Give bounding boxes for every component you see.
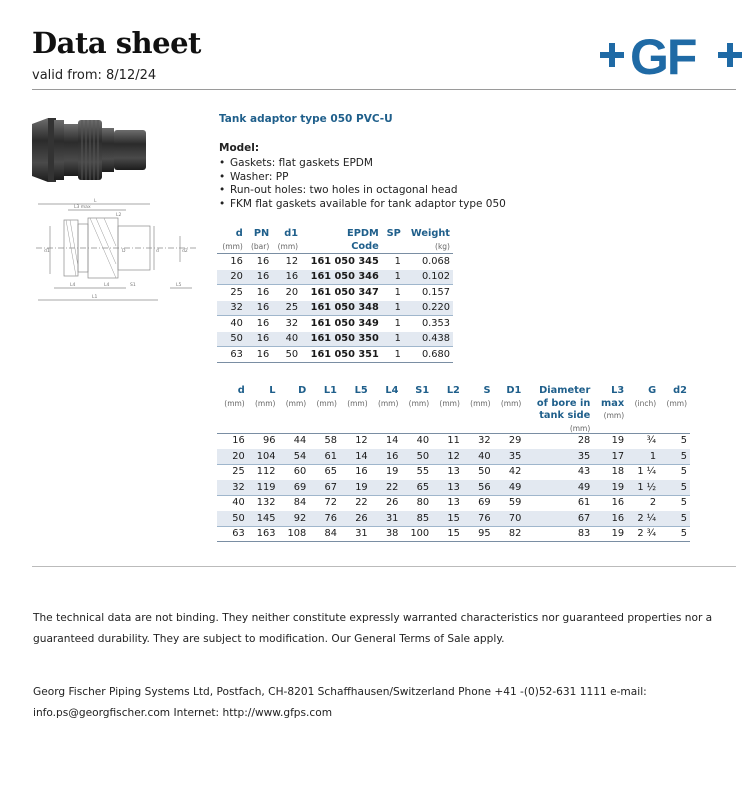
table-cell: 43: [524, 464, 593, 480]
svg-text:L4: L4: [70, 283, 76, 288]
table-cell: 2 ¼: [627, 511, 659, 527]
header-unit: (mm): [224, 398, 245, 408]
table-cell: 63: [217, 347, 246, 363]
table-row: [217, 331, 453, 347]
column-header: [278, 385, 309, 433]
header-unit: (mm): [569, 423, 591, 433]
table-cell: 1: [627, 449, 659, 465]
column-header: [248, 385, 279, 433]
table-cell: 31: [340, 526, 371, 542]
table-cell: 16: [217, 433, 248, 449]
table-cell: 5: [659, 464, 690, 480]
header-label: S1: [415, 385, 430, 396]
header-label: d1: [284, 228, 299, 239]
table-cell: 5: [659, 480, 690, 496]
table-cell: 22: [340, 495, 371, 511]
table-cell: 13: [432, 495, 463, 511]
table-cell: 0.157: [404, 285, 453, 301]
header-label: PN: [253, 228, 270, 239]
table-cell: 35: [494, 449, 525, 465]
table-cell: 70: [494, 511, 525, 527]
table-cell: 16: [593, 495, 627, 511]
table-row: [217, 495, 690, 511]
table-row: [217, 433, 690, 449]
header-unit: (mm): [255, 398, 276, 408]
header-label: L: [269, 385, 276, 396]
section-divider: [32, 566, 736, 567]
header-label: D1: [506, 385, 522, 396]
table-cell: 19: [593, 433, 627, 449]
svg-text:L2: L2: [116, 213, 122, 218]
table-cell: 20: [217, 449, 248, 465]
table-cell: 0.680: [404, 347, 453, 363]
table-cell: 72: [309, 495, 340, 511]
table-row: [217, 511, 690, 527]
table-cell: 0.220: [404, 300, 453, 316]
table-cell: 85: [401, 511, 432, 527]
table-cell: 54: [278, 449, 309, 465]
valid-date: valid from: 8/12/24: [32, 68, 157, 83]
table-cell: 19: [371, 464, 402, 480]
header-unit: (mm): [347, 398, 368, 408]
table-cell: 28: [524, 433, 593, 449]
table-cell: 1: [382, 316, 404, 332]
table-cell: 26: [371, 495, 402, 511]
header-label: L5: [354, 385, 368, 396]
table-cell: 50: [272, 347, 301, 363]
svg-text:L3 max: L3 max: [74, 205, 91, 210]
header-label: d2: [673, 385, 687, 396]
table-cell: 16: [246, 316, 272, 332]
header-unit: (kg): [435, 241, 450, 251]
table-cell: 65: [309, 464, 340, 480]
feature-item: • Washer: PP: [219, 171, 506, 185]
table-cell: 5: [659, 495, 690, 511]
header-unit: (mm): [470, 398, 491, 408]
table-cell: 50: [217, 511, 248, 527]
feature-item: • FKM flat gaskets available for tank adaptor type 050: [219, 198, 506, 212]
table-cell: 32: [272, 316, 301, 332]
table-cell: 29: [494, 433, 525, 449]
header-unit: (mm): [408, 398, 430, 408]
table-cell: 161 050 346: [301, 269, 382, 285]
table-cell: 161 050 348: [301, 300, 382, 316]
table-cell: 95: [463, 526, 494, 542]
table-cell: 22: [371, 480, 402, 496]
table-cell: 161 050 347: [301, 285, 382, 301]
table-cell: 32: [463, 433, 494, 449]
table-row: [217, 285, 453, 301]
table-cell: 1: [382, 300, 404, 316]
table-cell: 65: [401, 480, 432, 496]
table-cell: 16: [246, 285, 272, 301]
table-cell: 20: [217, 269, 246, 285]
svg-text:d: d: [156, 249, 159, 254]
column-header: [246, 228, 272, 254]
header-label: Code: [351, 240, 379, 252]
table-cell: 63: [217, 526, 248, 542]
product-photo: [28, 110, 156, 190]
table-cell: 16: [371, 449, 402, 465]
table-cell: 0.438: [404, 331, 453, 347]
header-label: G: [648, 385, 657, 396]
table-cell: 12: [340, 433, 371, 449]
table-cell: 163: [248, 526, 279, 542]
disclaimer-text: The technical data are not binding. They neither constitute expressly warranted characteristics nor guaranteed properties nor a guaranteed durability. They are subject to modification. Our General Terms of Sale apply.: [33, 612, 713, 645]
table-cell: 80: [401, 495, 432, 511]
table-cell: 49: [524, 480, 593, 496]
table-cell: 82: [494, 526, 525, 542]
header-unit: (mm): [377, 398, 399, 408]
header-label: max: [601, 397, 625, 409]
table-cell: 161 050 349: [301, 316, 382, 332]
column-header: [627, 385, 659, 433]
table-cell: 1: [382, 347, 404, 363]
header-unit: (mm): [603, 411, 625, 420]
column-header: [659, 385, 690, 433]
table-cell: 145: [248, 511, 279, 527]
header-unit: (mm): [666, 398, 687, 408]
table-row: [217, 526, 690, 542]
column-header: [494, 385, 525, 433]
column-header: [524, 385, 593, 433]
table-cell: 1 ½: [627, 480, 659, 496]
feature-list: [219, 157, 506, 211]
table-cell: 5: [659, 526, 690, 542]
page-title: Data sheet: [32, 26, 201, 60]
table-cell: 25: [217, 285, 246, 301]
table-cell: 32: [217, 300, 246, 316]
table-row: [217, 254, 453, 270]
gf-logo: [600, 34, 742, 78]
table-row: [217, 347, 453, 363]
header-label: D: [298, 385, 307, 396]
svg-text:D: D: [122, 249, 126, 254]
table-cell: 108: [278, 526, 309, 542]
table-cell: 92: [278, 511, 309, 527]
header-unit: (mm): [222, 241, 243, 251]
table-cell: 112: [248, 464, 279, 480]
feature-item: • Run-out holes: two holes in octagonal head: [219, 184, 506, 198]
contact-info: Georg Fischer Piping Systems Ltd, Postfach, CH-8201 Schaffhausen/Switzerland Phone +41 -(0)52-631 1111 e-mail: info.ps@georgfischer.com Internet: http://www.gfps.com: [33, 686, 647, 719]
table-cell: 5: [659, 511, 690, 527]
column-header: [432, 385, 463, 433]
table-cell: 40: [217, 316, 246, 332]
table-cell: 16: [246, 254, 272, 270]
header-label: Diameter: [539, 385, 591, 396]
column-header: [382, 228, 404, 254]
table-cell: 1: [382, 331, 404, 347]
table-cell: 84: [278, 495, 309, 511]
column-header: [404, 228, 453, 254]
table-cell: 69: [463, 495, 494, 511]
column-header: [371, 385, 402, 433]
table-cell: 1: [382, 254, 404, 270]
table-cell: 44: [278, 433, 309, 449]
table-cell: 2: [627, 495, 659, 511]
header-unit: (mm): [285, 398, 307, 408]
header-label: EPDM: [347, 228, 379, 239]
table-cell: 56: [463, 480, 494, 496]
header-unit: (mm): [500, 398, 522, 408]
table-row: [217, 464, 690, 480]
table-cell: 25: [272, 300, 301, 316]
header-label: L3: [611, 385, 625, 396]
feature-item: • Gaskets: flat gaskets EPDM: [219, 157, 506, 171]
column-header: [463, 385, 494, 433]
table-cell: 19: [593, 480, 627, 496]
table-cell: 16: [246, 347, 272, 363]
column-header: [401, 385, 432, 433]
table-cell: 100: [401, 526, 432, 542]
table-cell: 16: [340, 464, 371, 480]
table-cell: 67: [524, 511, 593, 527]
table-cell: ¾: [627, 433, 659, 449]
table-cell: 19: [593, 526, 627, 542]
header-label: of bore in: [536, 397, 591, 409]
table-cell: 0.353: [404, 316, 453, 332]
table-cell: 14: [340, 449, 371, 465]
table-cell: 119: [248, 480, 279, 496]
column-header: [309, 385, 340, 433]
column-header: [593, 385, 627, 433]
table-cell: 14: [371, 433, 402, 449]
table-cell: 49: [494, 480, 525, 496]
header-label: L4: [385, 385, 399, 396]
table-cell: 40: [463, 449, 494, 465]
table-cell: 40: [401, 433, 432, 449]
table-cell: 50: [401, 449, 432, 465]
table-cell: 16: [246, 331, 272, 347]
table-cell: 50: [463, 464, 494, 480]
table-cell: 19: [340, 480, 371, 496]
table-row: [217, 480, 690, 496]
table-cell: 13: [432, 480, 463, 496]
table-cell: 59: [494, 495, 525, 511]
table-cell: 83: [524, 526, 593, 542]
table-cell: 132: [248, 495, 279, 511]
header-unit: (bar): [250, 241, 270, 251]
table-row: [217, 449, 690, 465]
svg-text:d2: d2: [182, 249, 188, 254]
table-cell: 60: [278, 464, 309, 480]
table-cell: 15: [432, 526, 463, 542]
column-header: [217, 228, 246, 254]
table-cell: 61: [524, 495, 593, 511]
table-cell: 5: [659, 449, 690, 465]
table-cell: 18: [593, 464, 627, 480]
table-cell: 15: [432, 511, 463, 527]
table-cell: 16: [246, 300, 272, 316]
header-label: S: [483, 385, 491, 396]
table-cell: 76: [309, 511, 340, 527]
model-heading: Model:: [219, 142, 260, 154]
table-cell: 16: [217, 254, 246, 270]
table-cell: 40: [272, 331, 301, 347]
table-cell: 16: [272, 269, 301, 285]
table-cell: 104: [248, 449, 279, 465]
header-label: L2: [446, 385, 460, 396]
svg-text:S1: S1: [130, 283, 136, 288]
svg-text:L: L: [94, 199, 97, 204]
table-cell: 31: [371, 511, 402, 527]
table-row: [217, 316, 453, 332]
table-cell: 16: [593, 511, 627, 527]
header-unit: (mm): [439, 398, 460, 408]
table-cell: 1: [382, 269, 404, 285]
table-cell: 5: [659, 433, 690, 449]
table-cell: 58: [309, 433, 340, 449]
table-cell: 1 ¼: [627, 464, 659, 480]
table-row: [217, 269, 453, 285]
svg-text:GF: GF: [630, 34, 696, 78]
table-cell: 17: [593, 449, 627, 465]
table-cell: 26: [340, 511, 371, 527]
svg-text:L5: L5: [176, 283, 182, 288]
table-cell: 161 050 345: [301, 254, 382, 270]
dimensions-table: [217, 385, 690, 542]
table-cell: 55: [401, 464, 432, 480]
technical-drawing: [30, 196, 202, 308]
table-cell: 84: [309, 526, 340, 542]
header-label: Weight: [410, 228, 450, 239]
table-cell: 67: [309, 480, 340, 496]
header-unit: (mm): [316, 398, 337, 408]
table-cell: 20: [272, 285, 301, 301]
header-label: L1: [323, 385, 337, 396]
header-unit: (mm): [277, 241, 299, 251]
table-cell: 0.102: [404, 269, 453, 285]
table-cell: 13: [432, 464, 463, 480]
table-cell: 42: [494, 464, 525, 480]
table-cell: 96: [248, 433, 279, 449]
table-cell: 16: [246, 269, 272, 285]
table-cell: 25: [217, 464, 248, 480]
svg-text:d1: d1: [44, 249, 50, 254]
table-cell: 76: [463, 511, 494, 527]
table-cell: 0.068: [404, 254, 453, 270]
header-divider: [32, 89, 736, 90]
header-label: SP: [386, 228, 401, 239]
table-cell: 40: [217, 495, 248, 511]
table-cell: 61: [309, 449, 340, 465]
column-header: [340, 385, 371, 433]
svg-text:L1: L1: [92, 295, 98, 300]
table-cell: 2 ¾: [627, 526, 659, 542]
table-cell: 32: [217, 480, 248, 496]
header-label: d: [237, 385, 245, 396]
header-label: tank side: [539, 410, 591, 421]
table-cell: 12: [432, 449, 463, 465]
column-header: [272, 228, 301, 254]
table-cell: 1: [382, 285, 404, 301]
table-cell: 12: [272, 254, 301, 270]
table-cell: 35: [524, 449, 593, 465]
table-cell: 161 050 351: [301, 347, 382, 363]
table-cell: 11: [432, 433, 463, 449]
table-cell: 50: [217, 331, 246, 347]
header-label: d: [235, 228, 243, 239]
table-cell: 69: [278, 480, 309, 496]
column-header: [217, 385, 248, 433]
table-cell: 161 050 350: [301, 331, 382, 347]
column-header: [301, 228, 382, 254]
header-unit: (inch): [634, 398, 657, 408]
svg-text:L4: L4: [104, 283, 110, 288]
table-row: [217, 300, 453, 316]
order-code-table: [217, 228, 453, 363]
table-cell: 38: [371, 526, 402, 542]
product-title: Tank adaptor type 050 PVC-U: [219, 113, 393, 125]
